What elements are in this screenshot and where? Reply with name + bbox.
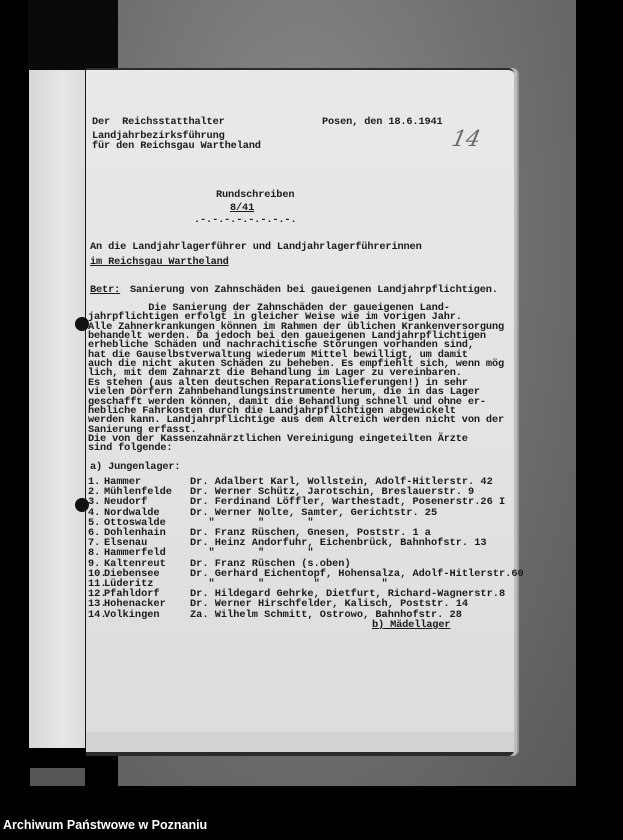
camp-doctor: Dr. Franz Rüschen (s.oben): [190, 557, 351, 570]
camp-number: 8.: [88, 547, 101, 560]
punch-hole-icon: [75, 317, 89, 331]
camp-number: 14.: [88, 608, 107, 621]
camp-number: 11.: [88, 578, 107, 590]
separator: .-.-.-.-.-.-.-.-.: [194, 214, 297, 226]
folio-number: 14: [449, 127, 483, 152]
camp-number: 10.: [88, 567, 107, 580]
camp-doctor: Dr. Werner Schütz, Jarotschin, Breslauerstr. 9: [190, 486, 475, 499]
body-line: vielen Dörfern Zahnbehandlungsinstrumente herum, die in das Lager: [88, 386, 480, 399]
camp-doctor: Dr. Ferdinand Löffler, Warthestadt, Posenerstr.26 I: [190, 496, 506, 509]
camp-number: 5.: [88, 516, 101, 529]
camp-doctor: " " ": [190, 547, 314, 560]
recipient-line-1: An die Landjahrlagerführer und Landjahrlagerführerinnen: [90, 241, 422, 253]
camp-name: Mühlenfelde: [104, 486, 172, 499]
punch-hole-icon: [75, 498, 89, 512]
camp-name: Dohlenhain: [104, 527, 166, 539]
section-b-heading: b) Mädellager: [372, 619, 451, 631]
section-a-heading: a) Jungenlager:: [90, 461, 181, 473]
camp-name: Hammer: [104, 476, 142, 488]
camp-doctor: Dr. Franz Rüschen, Gnesen, Poststr. 1 a: [190, 527, 431, 539]
folder-stub: [29, 70, 87, 748]
camp-number: 13.: [88, 598, 107, 611]
document-title: Rundschreiben: [216, 189, 295, 201]
sender-line-2: Landjahrbezirksführung: [92, 130, 225, 142]
body-line: lich, mit dem Zahnarzt die Behandlung im Lager zu vereinbaren.: [88, 367, 462, 380]
camp-doctor: Dr. Heinz Andorfuhr, Eichenbrück, Bahnhofstr. 13: [190, 537, 487, 550]
body-line: behandelt werden. Da jedoch bei den gaueigenen Landjahrpflichtigen: [88, 330, 486, 343]
camp-number: 9.: [88, 557, 101, 570]
camp-name: Diebensee: [104, 567, 160, 580]
camp-doctor: " " " ": [190, 578, 388, 590]
camp-doctor: Dr. Adalbert Karl, Wollstein, Adolf-Hitlerstr. 42: [190, 476, 493, 488]
camp-doctor: " " ": [190, 516, 314, 529]
camp-number: 1.: [88, 476, 101, 488]
camp-doctor: Dr. Werner Nolte, Samter, Gerichtstr. 25: [190, 506, 438, 519]
camp-name: Hohenacker: [104, 598, 166, 611]
camp-number: 7.: [88, 537, 101, 550]
camp-number: 12.: [88, 588, 107, 601]
board-edge: [30, 768, 85, 786]
body-line: jahrpflichtigen erfolgt in gleicher Weise wie im vorigen Jahr.: [88, 311, 462, 324]
camp-number: 2.: [88, 486, 101, 499]
camp-name: Lüderitz: [104, 578, 154, 590]
camp-doctor: Dr. Gerhard Eichentopf, Hohensalza, Adolf-Hitlerstr.60: [190, 567, 524, 580]
body-line: Die Sanierung der Zahnschäden der gaueigenen Land-: [88, 302, 450, 314]
body-line: Alle Zahnerkrankungen können im Rahmen der üblichen Krankenversorgung: [88, 320, 505, 333]
camp-number: 3.: [88, 496, 101, 509]
place-date: Posen, den 18.6.1941: [322, 116, 443, 128]
dark-margin: [28, 0, 118, 70]
camp-name: Pfahldorf: [104, 588, 160, 601]
body-line: Es stehen (aus alten deutschen Reparationslieferungen!) in sehr: [88, 376, 468, 389]
camp-name: Hammerfeld: [104, 547, 166, 560]
camp-name: Neudorf: [104, 496, 148, 509]
subject-text: Sanierung von Zahnschäden bei gaueigenen Landjahrpflichtigen.: [130, 284, 498, 296]
camp-doctor: Dr. Hildegard Gehrke, Dietfurt, Richard-Wagnerstr.8: [190, 588, 506, 601]
body-line: auch die nicht akuten Schäden zu beheben. Es empfiehlt sich, wenn mög: [88, 358, 505, 371]
camp-name: Elsenau: [104, 537, 148, 550]
page-bottom-band: [86, 732, 514, 752]
camp-doctor: Za. Wilhelm Schmitt, Ostrowo, Bahnhofstr. 28: [190, 608, 462, 621]
document-number: 8/41: [230, 202, 255, 214]
camp-number: 6.: [88, 527, 101, 539]
sender-line-1: Der Reichsstatthalter: [92, 116, 225, 128]
body-line: werden kann. Landjahrpflichtige aus dem Altreich werden nicht von der: [88, 414, 505, 427]
camp-name: Ottoswalde: [104, 516, 166, 529]
body-line: hebliche Fahrkosten durch die Landjahrpflichtigen abgewickelt: [88, 404, 456, 417]
subject-label: Betr:: [90, 284, 121, 296]
camp-name: Kaltenreut: [104, 557, 166, 570]
body-line: geschafft werden können, damit die Behandlung schnell und ohne er-: [88, 395, 486, 408]
camp-name: Volkingen: [104, 608, 160, 621]
recipient-line-2: im Reichsgau Wartheland: [90, 256, 229, 268]
body-line: hat die Gauselbstverwaltung wiederum Mittel bewilligt, um damit: [88, 348, 468, 361]
camp-number: 4.: [88, 506, 101, 519]
archive-label: Archiwum Państwowe w Poznaniu: [3, 818, 208, 832]
camp-doctor: Dr. Werner Hirschfelder, Kalisch, Poststr. 14: [190, 598, 469, 611]
body-line: erhebliche Schäden und nachrachitische Störungen vorhanden sind,: [88, 339, 474, 352]
body-line: Sanierung erfasst.: [88, 423, 197, 436]
sender-line-3: für den Reichsgau Wartheland: [92, 140, 261, 152]
body-line: sind folgende:: [88, 442, 173, 455]
body-line: Die von der Kassenzahnärztlichen Vereinigung eingeteilten Ärzte: [88, 432, 468, 445]
camp-name: Nordwalde: [104, 506, 160, 519]
